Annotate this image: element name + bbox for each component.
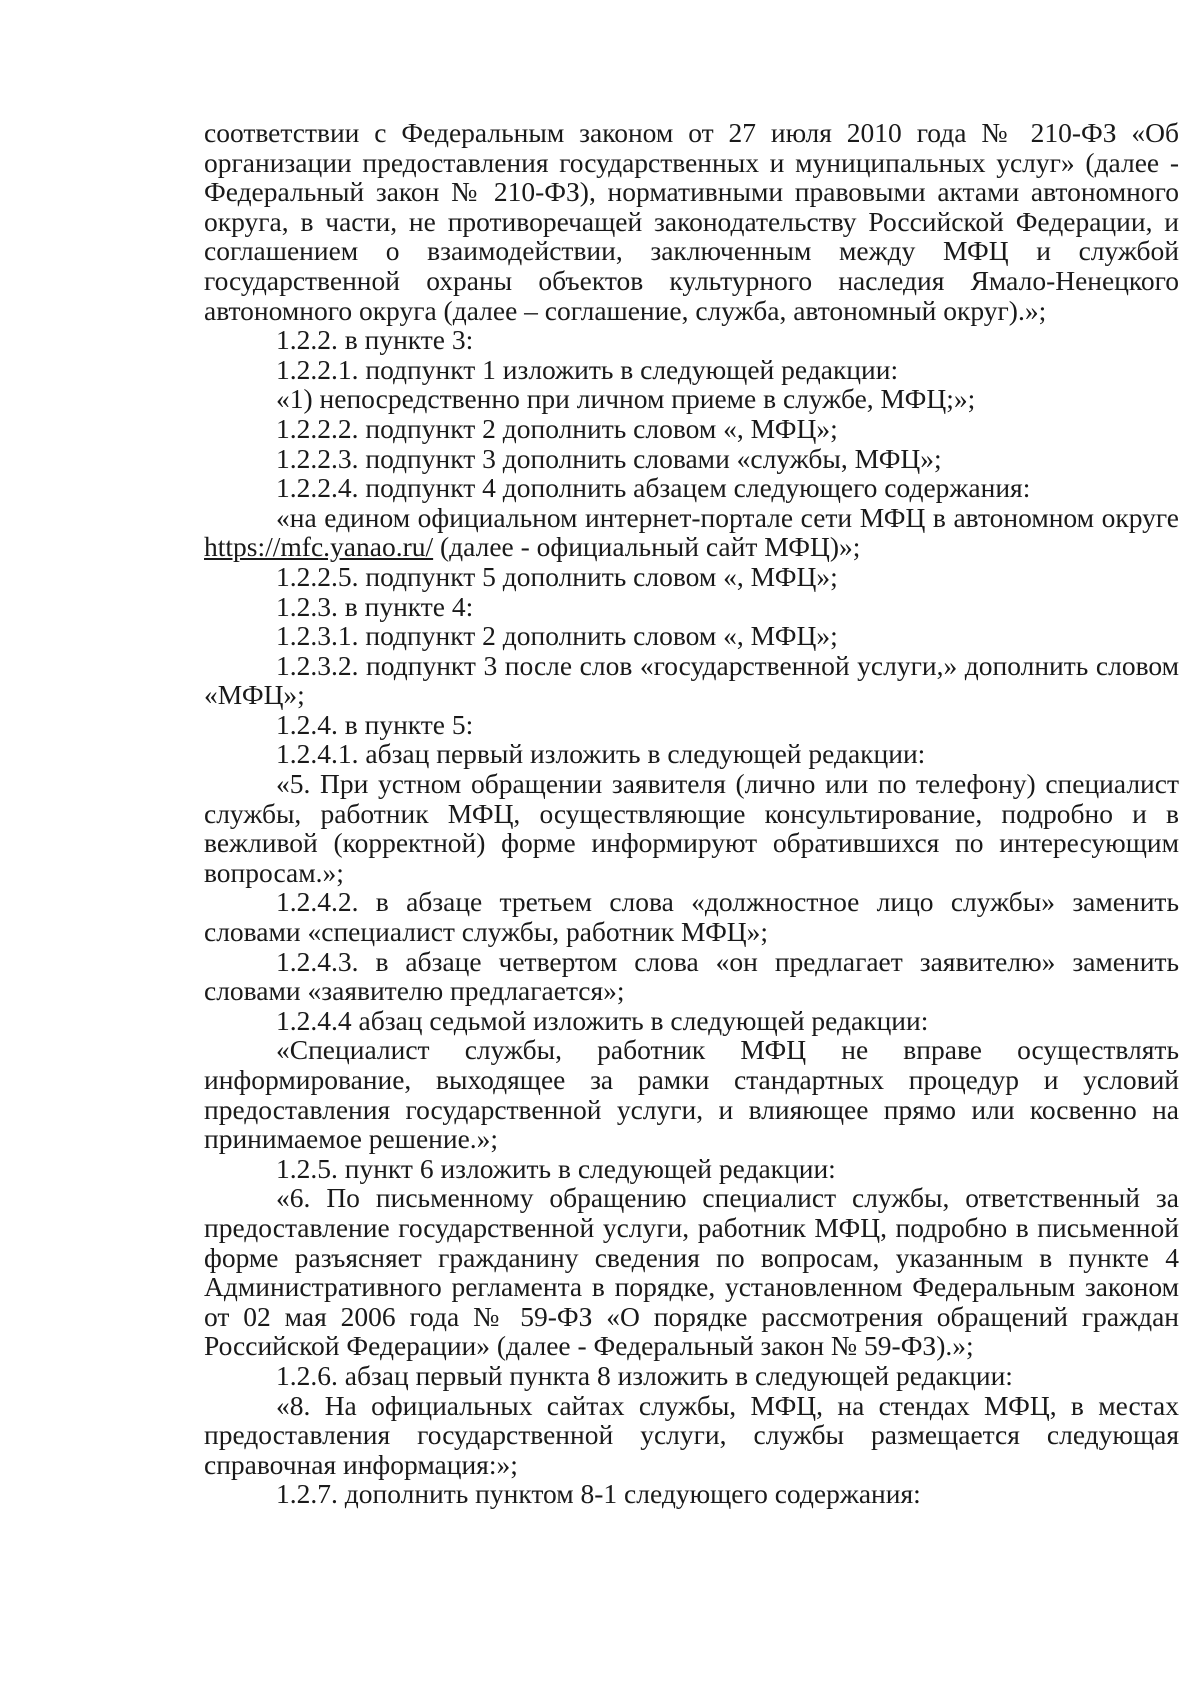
paragraph: 1.2.2.4. подпункт 4 дополнить абзацем следующего содержания: (276, 472, 1031, 504)
paragraph: 1.2.5. пункт 6 изложить в следующей редакции: (276, 1152, 836, 1184)
paragraph: «1) непосредственно при личном приеме в службе, МФЦ;»; (276, 383, 976, 415)
paragraph-text: «на едином официальном интернет-портале сети МФЦ в автономном округе (276, 501, 1179, 533)
paragraph: 1.2.3.2. подпункт 3 после слов «государственной услуги,» дополнить словом «МФЦ»; (204, 649, 1179, 711)
paragraph: 1.2.2.5. подпункт 5 дополнить словом «, МФЦ»; (276, 560, 838, 592)
paragraph: 1.2.6. абзац первый пункта 8 изложить в следующей редакции: (276, 1359, 1013, 1391)
paragraph: соответствии с Федеральным законом от 27 июля 2010 года № 210-ФЗ «Об организации предоставления государственных и муниципальных услуг» (далее - Федеральный закон № 210-ФЗ), нормативными правовыми актами автономного округа, в части, не противоречащей законодательству Российской Федерации, и соглашением о взаимодействии, заключенным между МФЦ и службой государственной охраны объектов культурного наследия Ямало-Ненецкого автономного округа (далее – соглашение, служба, автономный округ).»; (204, 117, 1179, 326)
paragraph: 1.2.2.2. подпункт 2 дополнить словом «, МФЦ»; (276, 412, 838, 444)
paragraph: «6. По письменному обращению специалист службы, ответственный за предоставление государственной услуги, работник МФЦ, подробно в письменной форме разъясняет гражданину сведения по вопросам, указанным в пункте 4 Административного регламента в порядке, установленном Федеральным законом от 02 мая 2006 года № 59-ФЗ «О порядке рассмотрения обращений граждан Российской Федерации» (далее - Федеральный закон № 59-ФЗ).»; (204, 1182, 1179, 1362)
paragraph: 1.2.4.2. в абзаце третьем слова «должностное лицо службы» заменить словами «специалист службы, работник МФЦ»; (204, 886, 1179, 948)
paragraph: 1.2.2.1. подпункт 1 изложить в следующей редакции: (276, 353, 899, 385)
paragraph: 1.2.2. в пункте 3: (276, 324, 474, 356)
paragraph: 1.2.4.1. абзац первый изложить в следующей редакции: (276, 738, 926, 770)
document-body (204, 118, 1179, 1509)
paragraph: «Специалист службы, работник МФЦ не вправе осуществлять информирование, выходящее за рамки стандартных процедур и условий предоставления государственной услуги, и влияющее прямо или косвенно на принимаемое решение.»; (204, 1034, 1179, 1155)
paragraph: «5. При устном обращении заявителя (лично или по телефону) специалист службы, работник МФЦ, осуществляющие консультирование, подробно и в вежливой (корректной) форме информируют обратившихся по интересующим вопросам.»; (204, 768, 1179, 888)
paragraph: 1.2.3. в пункте 4: (276, 590, 474, 622)
paragraph: «8. На официальных сайтах службы, МФЦ, на стендах МФЦ, в местах предоставления государственной услуги, службы размещается следующая справочная информация:»; (204, 1389, 1179, 1480)
paragraph: 1.2.2.3. подпункт 3 дополнить словами «службы, МФЦ»; (276, 442, 942, 474)
paragraph: 1.2.7. дополнить пунктом 8-1 следующего содержания: (276, 1478, 921, 1510)
paragraph-text: (далее - официальный сайт МФЦ)»; (433, 531, 861, 563)
paragraph: 1.2.4.4 абзац седьмой изложить в следующей редакции: (276, 1004, 929, 1036)
paragraph: 1.2.3.1. подпункт 2 дополнить словом «, МФЦ»; (276, 620, 838, 652)
paragraph-with-link (204, 503, 1179, 562)
paragraph: 1.2.4. в пункте 5: (276, 708, 474, 740)
mfc-website-link[interactable]: https://mfc.yanao.ru/ (204, 531, 434, 563)
paragraph: 1.2.4.3. в абзаце четвертом слова «он предлагает заявителю» заменить словами «заявителю предлагается»; (204, 945, 1179, 1007)
